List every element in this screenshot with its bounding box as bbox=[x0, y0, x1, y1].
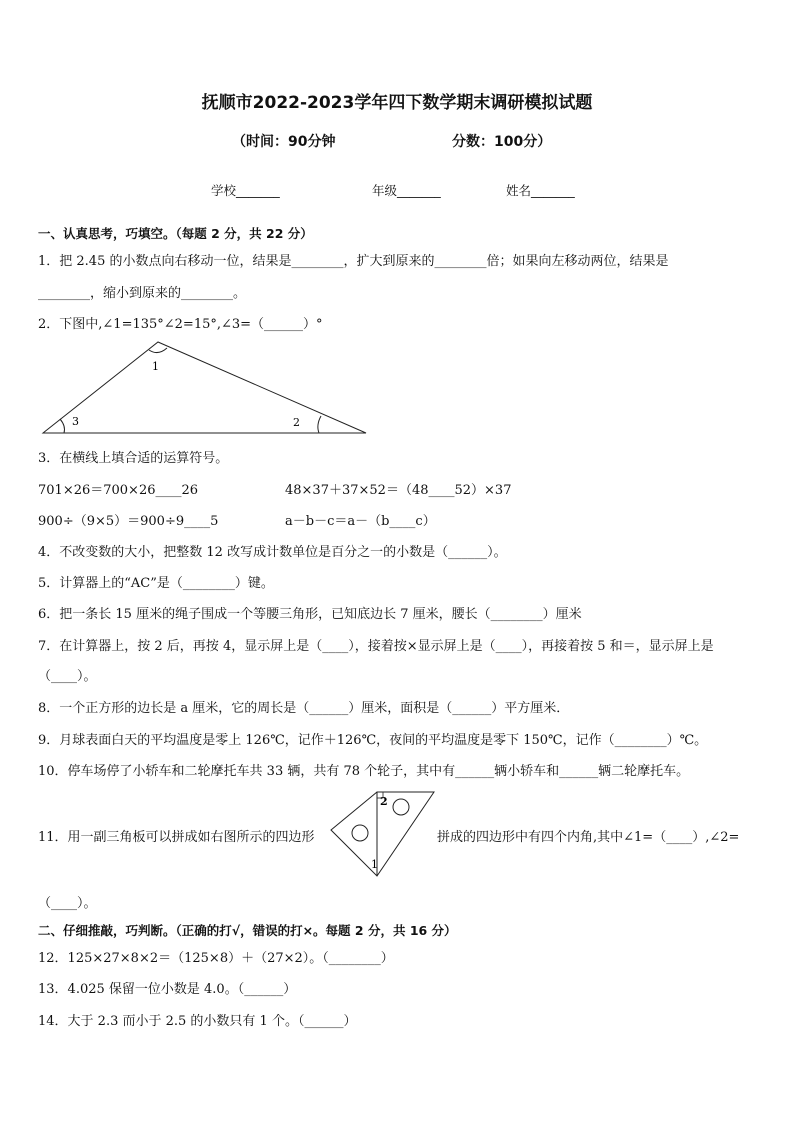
school-field: 学校_______ bbox=[211, 183, 280, 198]
question-14: 14．大于 2.3 而小于 2.5 的小数只有 1 个。（______） bbox=[38, 1014, 357, 1029]
question-2: 2．下图中,∠1=135°∠2=15°,∠3=（______）° bbox=[38, 317, 323, 332]
question-5: 5．计算器上的“AC”是（________）键。 bbox=[38, 576, 274, 591]
question-13: 13．4.025 保留一位小数是 4.0。（______） bbox=[38, 982, 297, 997]
exam-time: （时间：90分钟 bbox=[232, 134, 336, 150]
quad-angle-1-label: 1 bbox=[371, 858, 378, 871]
question-6: 6．把一条长 15 厘米的绳子围成一个等腰三角形，已知底边长 7 厘米，腰长（________）厘米 bbox=[38, 607, 582, 622]
angle-1-label: 1 bbox=[152, 360, 159, 373]
section1-heading: 一、认真思考，巧填空。（每题 2 分，共 22 分） bbox=[38, 226, 313, 241]
exam-score: 分数：100分） bbox=[452, 134, 552, 150]
angle-2-label: 2 bbox=[293, 416, 300, 429]
question-1-line-2: ________，缩小到原来的________。 bbox=[38, 286, 247, 301]
question-4: 4．不改变数的大小，把整数 12 改写成计数单位是百分之一的小数是（______）。 bbox=[38, 545, 507, 560]
question-11-left: 11．用一副三角板可以拼成如右图所示的四边形 bbox=[38, 830, 315, 845]
question-11-line-2: （____）。 bbox=[38, 896, 97, 911]
question-3-item-1: 701×26＝700×26____26 bbox=[38, 483, 199, 498]
name-field: 姓名_______ bbox=[506, 183, 575, 198]
question-7-line-1: 7．在计算器上，按 2 后，再按 4，显示屏上是（____），接着按×显示屏上是（____），再接着按 5 和＝，显示屏上是 bbox=[38, 639, 714, 654]
exam-title: 抚顺市2022-2023学年四下数学期末调研模拟试题 bbox=[201, 93, 593, 113]
grade-field: 年级_______ bbox=[372, 183, 441, 198]
question-7-line-2: （____）。 bbox=[38, 669, 97, 684]
question-3-item-3: 900÷（9×5）＝900÷9____5 bbox=[38, 514, 219, 529]
question-11-right: 拼成的四边形中有四个内角,其中∠1=（____）,∠2= bbox=[437, 830, 740, 845]
question-3-item-4: a－b－c＝a－（b____c） bbox=[285, 514, 436, 529]
question-3-item-2: 48×37＋37×52＝（48____52）×37 bbox=[285, 483, 512, 498]
question-12: 12．125×27×8×2＝（125×8）＋（27×2）。（________） bbox=[38, 951, 394, 966]
angle-3-label: 3 bbox=[72, 415, 79, 428]
question-1-line-1: 1．把 2.45 的小数点向右移动一位，结果是________，扩大到原来的________倍；如果向左移动两位，结果是 bbox=[38, 254, 669, 269]
question-8: 8．一个正方形的边长是 a 厘米，它的周长是（______）厘米，面积是（______）平方厘米． bbox=[38, 701, 570, 716]
question-9: 9．月球表面白天的平均温度是零上 126℃，记作＋126℃，夜间的平均温度是零下 150℃，记作（________）℃。 bbox=[38, 733, 708, 748]
question-10: 10．停车场停了小轿车和二轮摩托车共 33 辆，共有 78 个轮子，其中有______辆小轿车和______辆二轮摩托车。 bbox=[38, 764, 690, 779]
section2-heading: 二、仔细推敲，巧判断。（正确的打√，错误的打×。每题 2 分，共 16 分） bbox=[38, 923, 457, 938]
quad-angle-2-label: 2 bbox=[380, 795, 388, 808]
question-3: 3．在横线上填合适的运算符号。 bbox=[38, 451, 229, 466]
